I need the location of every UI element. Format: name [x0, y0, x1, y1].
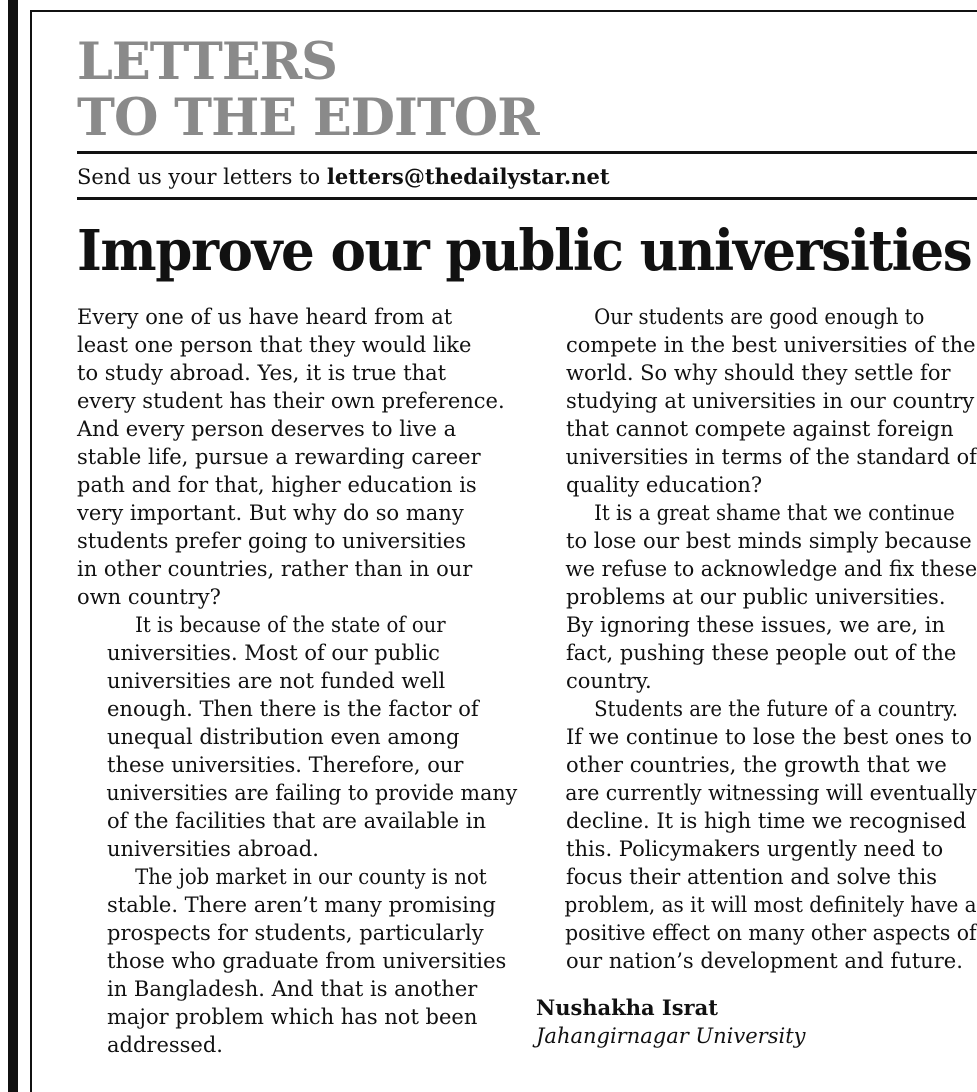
- letter-text-line: stable life, pursue a rewarding career: [77, 445, 481, 469]
- letter-text-line: problems at our public universities.: [566, 585, 946, 609]
- letter-text-line: very important. But why do so many: [77, 501, 464, 525]
- letter-text-line: these universities. Therefore, our: [107, 753, 464, 777]
- letter-text-line: universities are not funded well: [107, 669, 446, 693]
- letter-text-line: own country?: [77, 585, 221, 609]
- letter-text-line: universities in terms of the standard of: [565, 445, 977, 469]
- letter-headline: Improve our public universities: [77, 218, 972, 284]
- submission-line: [77, 162, 610, 192]
- letter-text-line: By ignoring these issues, we are, in: [566, 613, 945, 637]
- letter-text-line: every student has their own preference.: [77, 389, 505, 413]
- right-column-body: [536, 303, 977, 975]
- letter-column-right: [536, 303, 977, 1050]
- letter-text-line: enough. Then there is the factor of: [107, 697, 479, 721]
- letter-paragraph: [536, 303, 977, 499]
- submission-prefix: Send us your letters to: [77, 165, 321, 189]
- section-title-line-1: LETTERS: [77, 32, 337, 92]
- letter-column-left: [77, 303, 517, 1059]
- letter-text-line: decline. It is high time we recognised: [566, 809, 967, 833]
- letter-text-line: of the facilities that are available in: [107, 809, 487, 833]
- author-name: Nushakha Israt: [536, 995, 718, 1020]
- letter-text-line: in other countries, rather than in our: [77, 557, 473, 581]
- letter-text-line: students prefer going to universities: [77, 529, 467, 553]
- letter-text-line: this. Policymakers urgently need to: [566, 837, 944, 861]
- letter-text-line: Students are the future of a country.: [594, 697, 958, 721]
- letter-text-line: we refuse to acknowledge and fix these: [565, 557, 977, 581]
- letter-text-line: The job market in our county is not: [135, 865, 487, 889]
- letter-text-line: universities. Most of our public: [107, 641, 440, 665]
- author-affiliation: Jahangirnagar University: [536, 1024, 806, 1048]
- letter-text-line: studying at universities in our country: [566, 389, 975, 413]
- letter-paragraph: [77, 611, 517, 863]
- letter-text-line: unequal distribution even among: [107, 725, 460, 749]
- letter-text-line: path and for that, higher education is: [77, 473, 477, 497]
- letter-paragraph: [536, 499, 977, 695]
- letter-text-line: major problem which has not been: [107, 1005, 478, 1029]
- letter-text-line: positive effect on many other aspects of: [565, 921, 977, 945]
- letter-text-line: in Bangladesh. And that is another: [107, 977, 478, 1001]
- letter-text-line: least one person that they would like: [77, 333, 472, 357]
- letter-text-line: to lose our best minds simply because: [566, 529, 972, 553]
- letter-text-line: Our students are good enough to: [594, 305, 925, 329]
- letter-text-line: stable. There aren’t many promising: [107, 893, 496, 917]
- section-title: [77, 34, 539, 146]
- letter-text-line: Every one of us have heard from at: [77, 305, 453, 329]
- submission-email-link[interactable]: letters@thedailystar.net: [326, 164, 610, 189]
- letter-paragraph: [536, 695, 977, 975]
- letter-text-line: fact, pushing these people out of the: [566, 641, 957, 665]
- letter-text-line: other countries, the growth that we: [566, 753, 947, 777]
- letter-text-line: our nation’s development and future.: [566, 949, 963, 973]
- letter-text-line: focus their attention and solve this: [566, 865, 938, 889]
- letter-text-line: And every person deserves to live a: [77, 417, 457, 441]
- letter-text-line: It is because of the state of our: [135, 613, 446, 637]
- letter-paragraph: [77, 863, 517, 1059]
- letter-text-line: that cannot compete against foreign: [566, 417, 954, 441]
- letter-paragraph: [77, 303, 517, 611]
- page-edge-bar: [8, 0, 18, 1092]
- letter-text-line: country.: [566, 669, 652, 693]
- frame-top-border: [30, 10, 977, 12]
- letter-text-line: addressed.: [107, 1033, 223, 1057]
- section-title-line-2: TO THE EDITOR: [77, 88, 539, 148]
- letter-text-line: those who graduate from universities: [107, 949, 507, 973]
- letter-text-line: compete in the best universities of the: [566, 333, 976, 357]
- frame-left-border: [30, 10, 32, 1092]
- divider-top: [77, 151, 977, 154]
- letter-text-line: It is a great shame that we continue: [594, 501, 955, 525]
- letter-signature: [536, 994, 977, 1050]
- letter-text-line: problem, as it will most definitely have a: [564, 893, 977, 917]
- divider-bottom: [77, 197, 977, 200]
- letter-text-line: prospects for students, particularly: [107, 921, 484, 945]
- letter-text-line: to study abroad. Yes, it is true that: [77, 361, 447, 385]
- letter-text-line: quality education?: [566, 473, 763, 497]
- letter-text-line: are currently witnessing will eventually: [565, 781, 977, 805]
- letter-text-line: If we continue to lose the best ones to: [566, 725, 973, 749]
- letter-text-line: universities are failing to provide many: [106, 781, 518, 805]
- letter-text-line: world. So why should they settle for: [566, 361, 951, 385]
- letter-text-line: universities abroad.: [107, 837, 319, 861]
